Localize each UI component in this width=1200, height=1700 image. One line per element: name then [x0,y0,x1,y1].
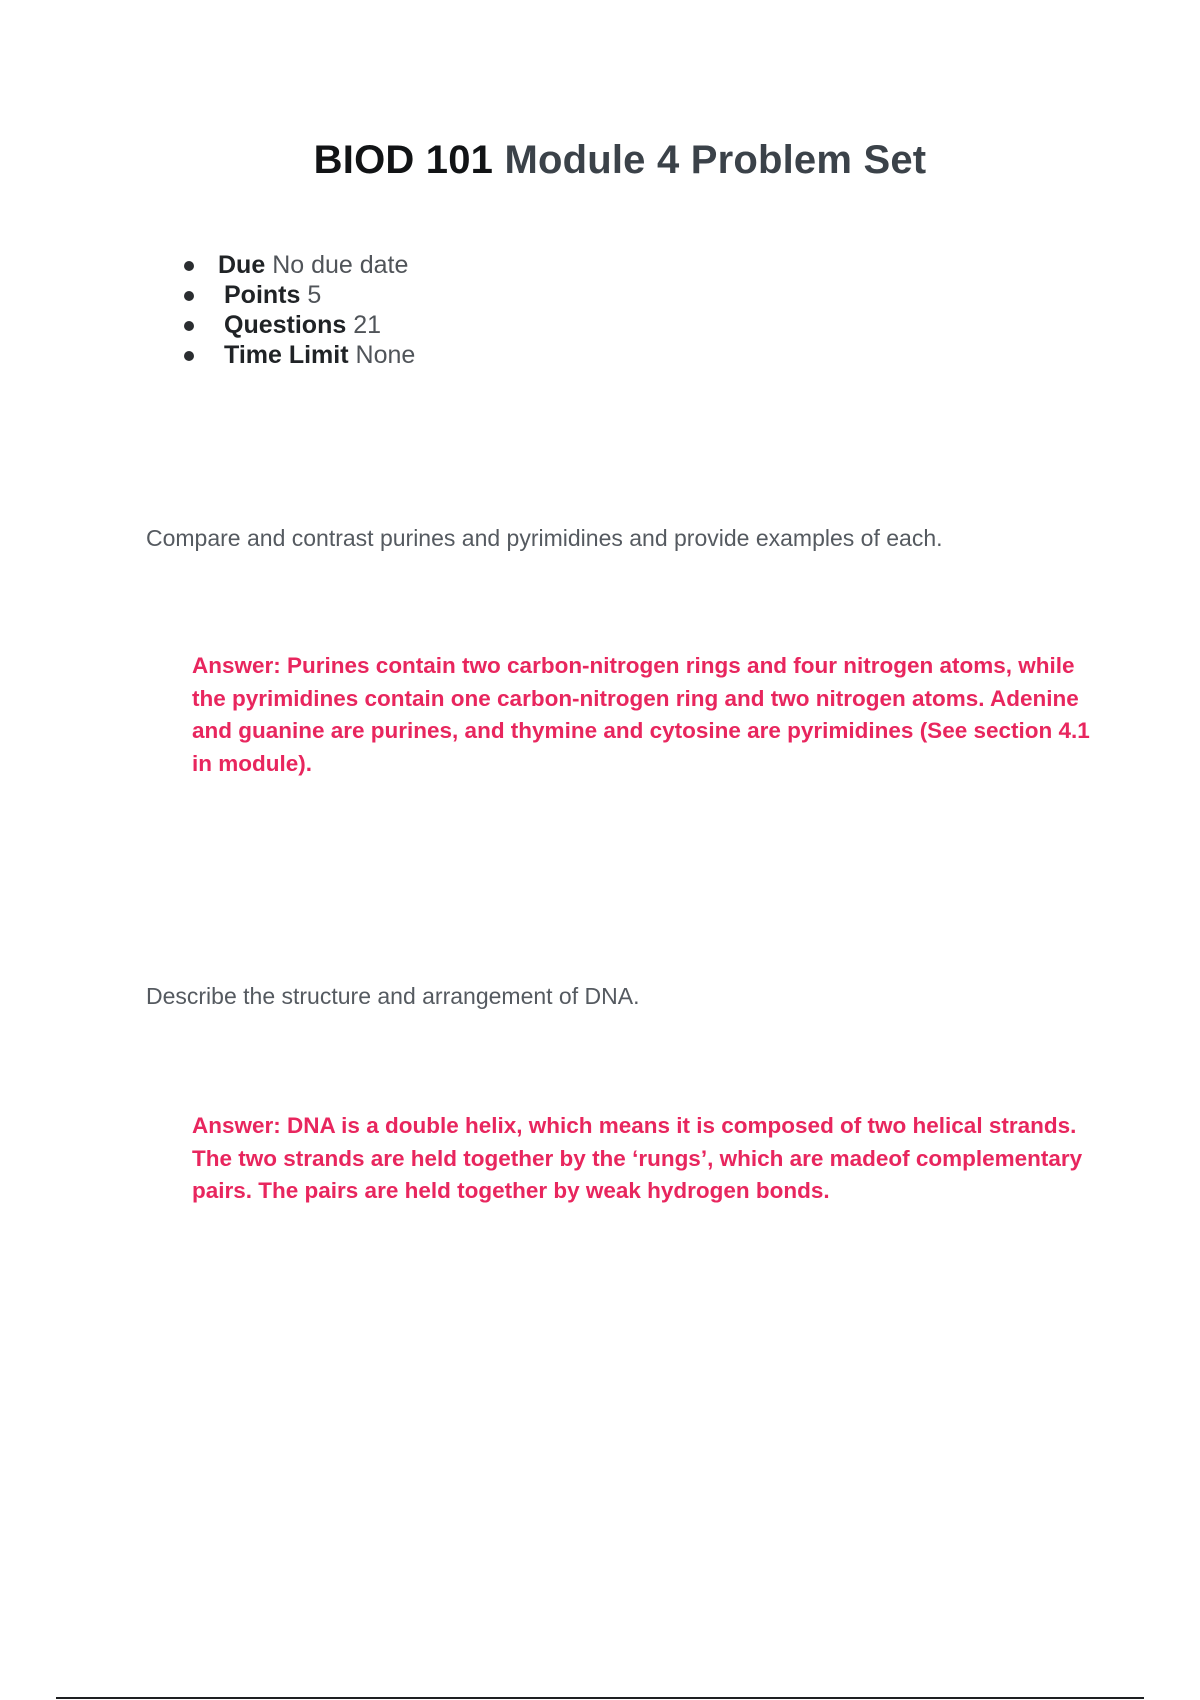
meta-key: Points [224,281,301,309]
bullet-icon [184,261,194,271]
meta-due [190,250,415,280]
meta-questions [190,310,415,340]
assignment-meta-list [190,250,415,370]
title-rest: Module 4 Problem Set [504,138,927,182]
question-2-answer: Answer: DNA is a double helix, which means it is composed of two helical strands. The two strands are held together by the ‘rungs’, which are madeof complementary pairs. The pairs are held together by weak hydrogen bonds. [192,1113,1083,1203]
question-1-answer: Answer: Purines contain two carbon-nitrogen rings and four nitrogen atoms, while the pyrimidines contain one carbon-nitrogen ring and two nitrogen atoms. Adenine and guanine are purines, and thymine and cytosine are pyrimidines (See section 4.1 in module). [192,653,1090,776]
bullet-icon [184,321,194,331]
meta-time-limit [190,340,415,370]
page-title [0,138,1200,183]
meta-key: Questions [224,311,347,339]
meta-value: 21 [353,311,382,339]
meta-value: None [355,341,416,369]
bullet-icon [184,351,194,361]
question-1-prompt: Compare and contrast purines and pyrimidines and provide examples of each. [146,525,943,551]
meta-value: No due date [272,251,409,279]
meta-points [190,280,415,310]
meta-key: Due [218,251,266,279]
question-2-prompt: Describe the structure and arrangement of DNA. [146,983,640,1009]
page-bottom-rule [56,1697,1144,1699]
title-course: BIOD 101 [313,138,494,182]
meta-key: Time Limit [224,341,349,369]
meta-value: 5 [307,281,322,309]
bullet-icon [184,291,194,301]
